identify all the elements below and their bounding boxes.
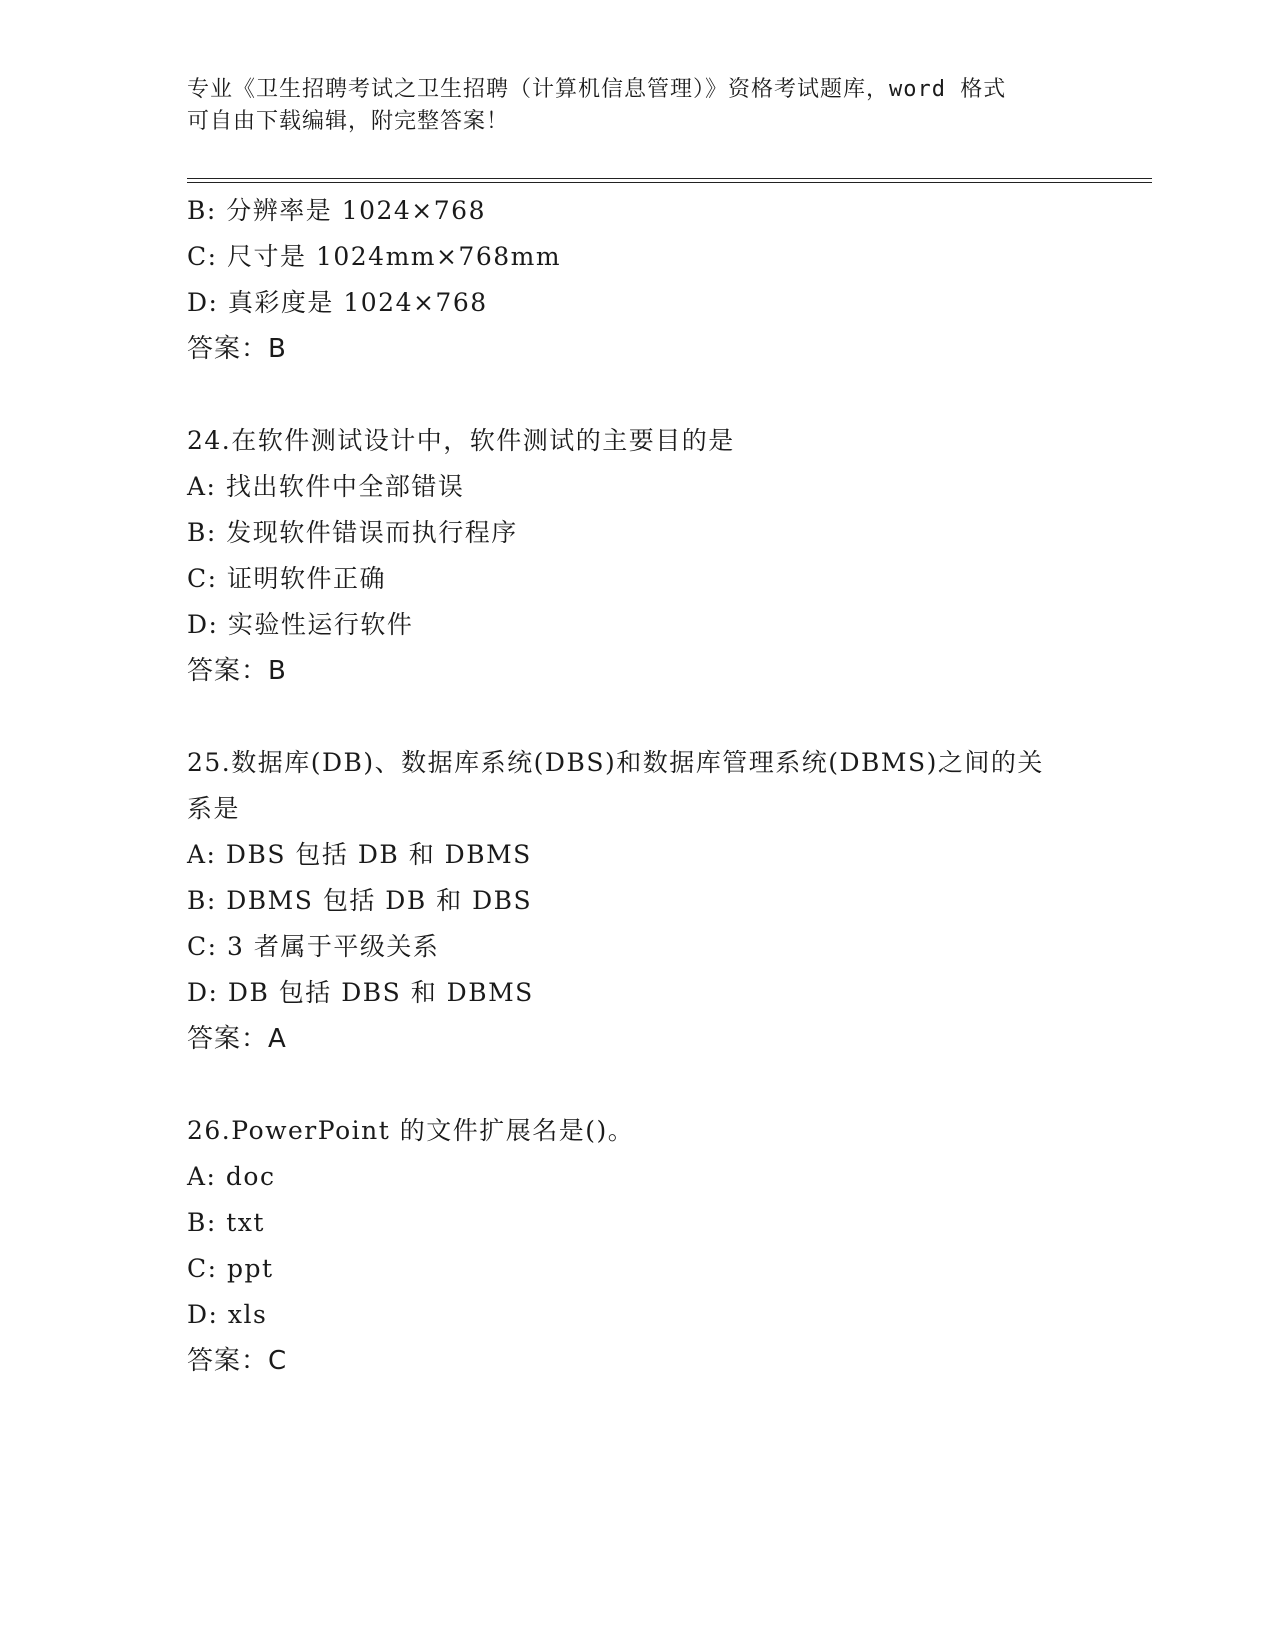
question-26-text: 26.PowerPoint 的文件扩展名是()。 [187, 1116, 635, 1145]
question-24-answer: 答案：B [187, 656, 287, 686]
question-26-option-a: A: doc [187, 1162, 276, 1191]
question-25-option-c: C: 3 者属于平级关系 [187, 932, 440, 961]
question-24-option-a: A: 找出软件中全部错误 [187, 472, 465, 501]
question-23-option-c: C: 尺寸是 1024mm×768mm [187, 242, 562, 271]
question-25-option-a: A: DBS 包括 DB 和 DBMS [187, 840, 532, 869]
question-24-text: 24.在软件测试设计中，软件测试的主要目的是 [187, 426, 735, 455]
question-25-answer: 答案：A [187, 1024, 287, 1054]
question-26-option-d: D: xls [187, 1300, 268, 1329]
question-24-option-d: D: 实验性运行软件 [187, 610, 414, 639]
spacer [187, 372, 1087, 418]
question-23-option-d: D: 真彩度是 1024×768 [187, 288, 488, 317]
question-list [187, 188, 1087, 1384]
question-26-answer: 答案：C [187, 1346, 288, 1376]
document-header [187, 74, 1067, 138]
question-23-option-b: B: 分辨率是 1024×768 [187, 196, 486, 225]
question-23-answer: 答案：B [187, 334, 287, 364]
spacer [187, 1062, 1087, 1108]
header-line-1: 专业《卫生招聘考试之卫生招聘（计算机信息管理）》资格考试题库，word 格式 [187, 77, 1007, 102]
question-25-option-d: D: DB 包括 DBS 和 DBMS [187, 978, 534, 1007]
question-25 [187, 740, 1087, 1062]
header-line-2: 可自由下载编辑，附完整答案！ [187, 109, 510, 134]
question-23 [187, 188, 1087, 372]
question-25-text-line-2: 系是 [187, 794, 241, 823]
question-25-option-b: B: DBMS 包括 DB 和 DBS [187, 886, 533, 915]
question-24 [187, 418, 1087, 694]
header-divider [187, 178, 1152, 183]
spacer [187, 694, 1087, 740]
question-25-text-line-1: 25.数据库(DB)、数据库系统(DBS)和数据库管理系统(DBMS)之间的关 [187, 748, 1044, 777]
question-24-option-b: B: 发现软件错误而执行程序 [187, 518, 518, 547]
question-24-option-c: C: 证明软件正确 [187, 564, 386, 593]
question-26 [187, 1108, 1087, 1384]
question-26-option-b: B: txt [187, 1208, 265, 1237]
question-26-option-c: C: ppt [187, 1254, 274, 1283]
